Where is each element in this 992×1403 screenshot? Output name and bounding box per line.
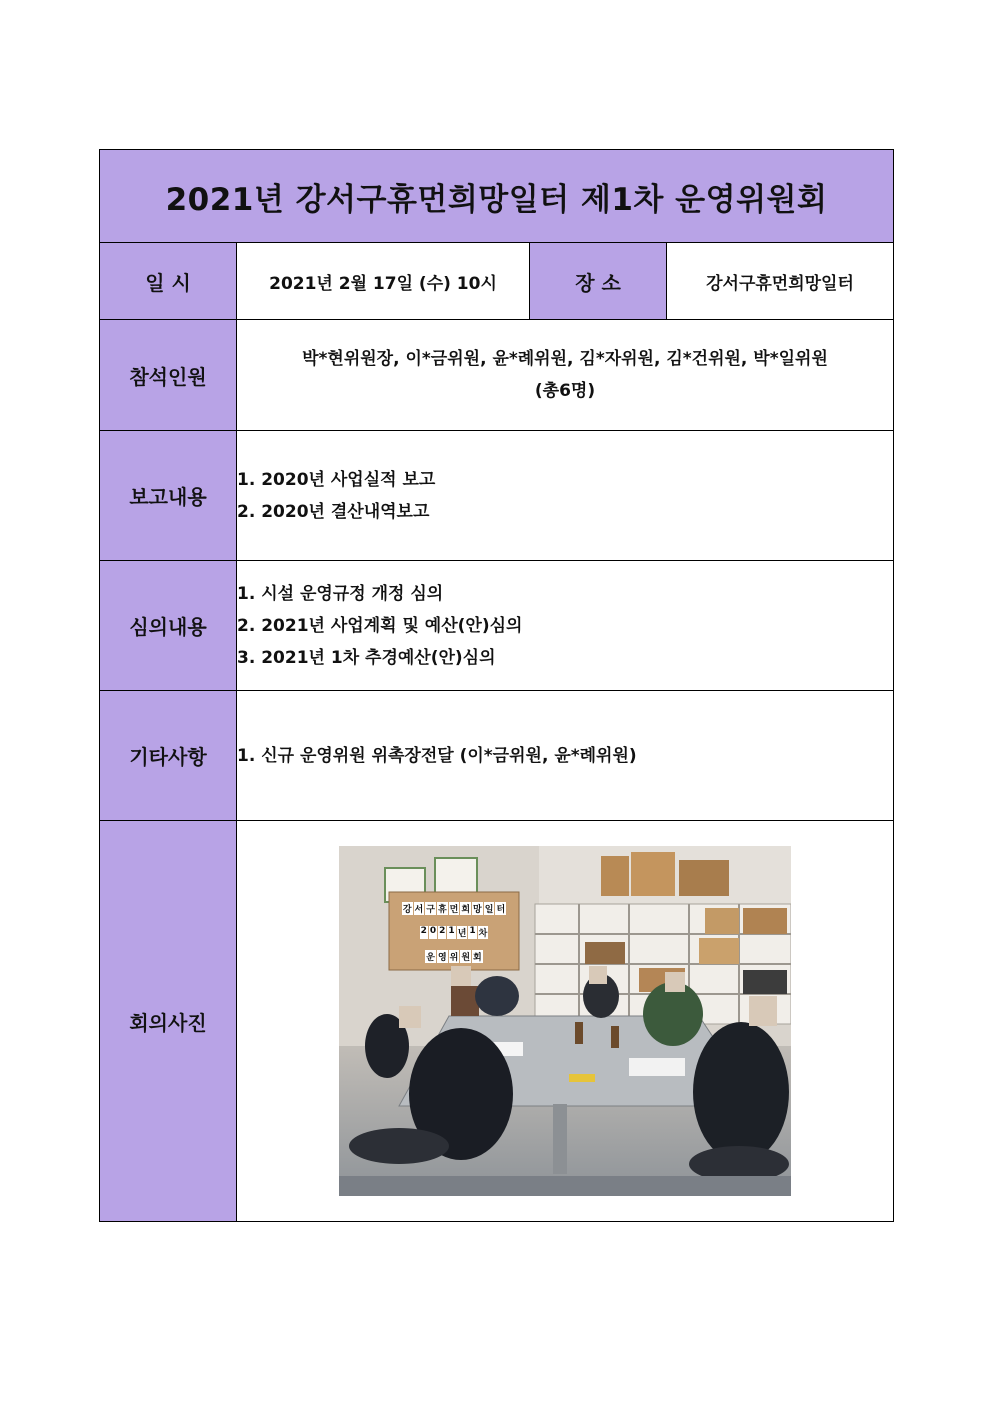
deliberation-content [237,561,894,691]
sign-char: 희 [460,902,471,915]
attendee-names: 박*현위원장, 이*금위원, 윤*례위원, 김*자위원, 김*건위원, 박*일위원 [302,349,828,369]
sign-row-1 [402,902,506,915]
label-report: 보고내용 [100,431,237,561]
deliberation-item: 2. 2021년 사업계획 및 예산(안)심의 [237,615,523,636]
sign-char: 망 [472,902,483,915]
label-deliberation: 심의내용 [100,561,237,691]
label-photo: 회의사진 [100,821,237,1222]
cork-board-sign [393,896,515,968]
meeting-photo [339,846,791,1196]
sign-char: 위 [449,950,460,963]
meeting-datetime: 2021년 2월 17일 (수) 10시 [237,243,530,320]
report-item: 1. 2020년 사업실적 보고 [237,469,436,490]
sign-row-2 [420,926,489,939]
deliberation-item: 1. 시설 운영규정 개정 심의 [237,583,444,604]
sign-char: 운 [425,950,436,963]
sign-char: 2 [438,926,446,939]
sign-char: 먼 [449,902,460,915]
sign-char: 터 [495,902,506,915]
label-place: 장 소 [530,243,667,320]
other-item: 1. 신규 운영위원 위촉장전달 (이*금위원, 윤*례위원) [237,745,637,766]
sign-char: 원 [460,950,471,963]
document-title: 2021년 강서구휴먼희망일터 제1차 운영위원회 [100,150,894,243]
sign-char: 1 [468,926,476,939]
sign-char: 1 [447,926,455,939]
sign-char: 회 [472,950,483,963]
other-content [237,691,894,821]
sign-char: 2 [420,926,428,939]
meeting-record-table [99,149,894,1222]
report-item: 2. 2020년 결산내역보고 [237,501,430,522]
sign-char: 년 [457,926,468,939]
label-datetime: 일 시 [100,243,237,320]
sign-char: 구 [425,902,436,915]
sign-char: 차 [478,926,489,939]
attendee-total: (총6명) [534,381,596,401]
sign-char: 일 [484,902,495,915]
sign-char: 영 [437,950,448,963]
sign-char: 서 [414,902,425,915]
meeting-place: 강서구휴먼희망일터 [667,243,894,320]
sign-char: 0 [429,926,437,939]
deliberation-item: 3. 2021년 1차 추경예산(안)심의 [237,647,496,668]
attendees-cell [237,320,894,431]
label-attendees: 참석인원 [100,320,237,431]
sign-char: 강 [402,902,413,915]
label-other: 기타사항 [100,691,237,821]
sign-char: 휴 [437,902,448,915]
photo-cell [237,821,894,1222]
sign-row-3 [425,950,483,963]
report-content [237,431,894,561]
